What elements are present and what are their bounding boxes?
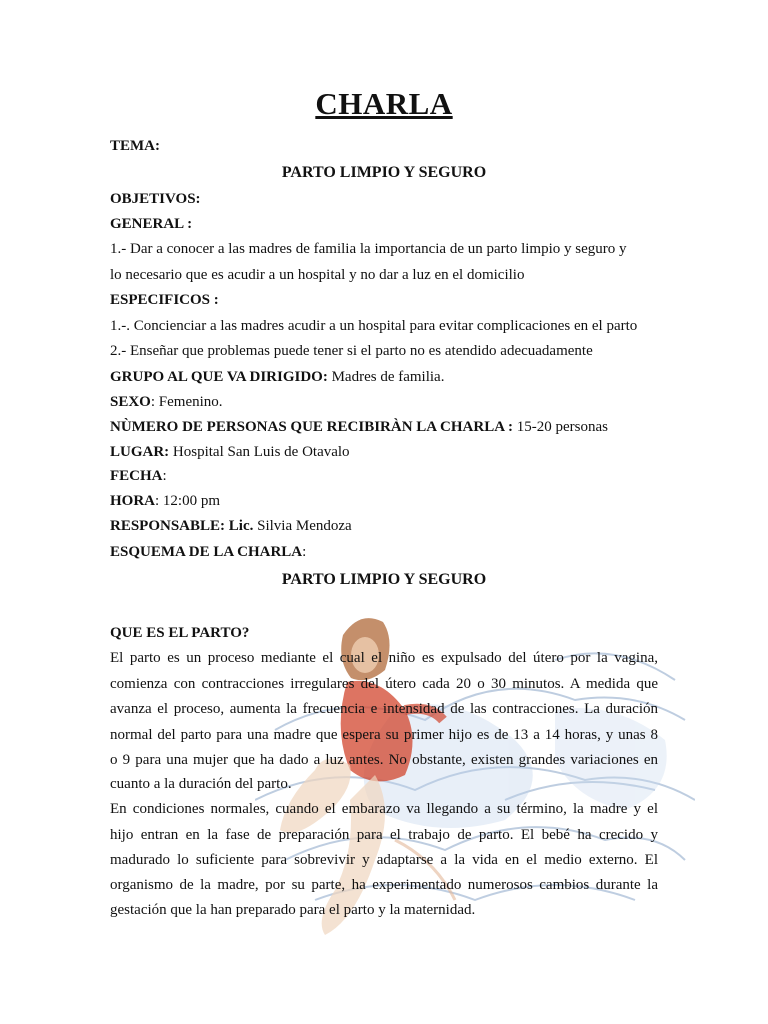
responsable-row	[110, 517, 352, 536]
fecha-row	[110, 467, 167, 486]
esquema-title: PARTO LIMPIO Y SEGURO	[281, 571, 487, 588]
que-es-label: QUE ES EL PARTO?	[110, 625, 250, 641]
fecha-label: FECHA	[110, 468, 163, 484]
general-line-1: 1.- Dar a conocer a las madres de familia la importancia de un parto limpio y seguro y	[110, 241, 627, 257]
sexo-label: SEXO	[110, 394, 151, 410]
esquema-row	[110, 543, 306, 562]
document-title: CHARLA	[315, 86, 453, 121]
paragraph1-line: avanza el proceso, aumenta la frecuencia e intensidad de las contracciones. La duración	[110, 701, 658, 717]
sexo-row	[110, 393, 223, 412]
numero-label: NÙMERO DE PERSONAS QUE RECIBIRÀN LA CHARLA :	[110, 419, 513, 435]
grupo-value: Madres de familia.	[327, 369, 445, 385]
sexo-value: : Femenino.	[150, 394, 223, 410]
paragraph1-line: normal del parto para una madre que espera su primer hijo es de 13 a 14 horas, y unas 8	[110, 727, 658, 743]
paragraph2-line: hijo entran en la fase de preparación para el trabajo de parto. El bebé ha crecido y	[110, 827, 658, 843]
general-label: GENERAL :	[110, 216, 193, 232]
paragraph1-line: cuanto a la duración del parto.	[110, 776, 292, 792]
responsable-label: RESPONSABLE: Lic.	[110, 518, 254, 534]
fecha-value: :	[162, 468, 167, 484]
hora-row	[110, 492, 220, 511]
especificos-line-1: 1.-. Concienciar a las madres acudir a un hospital para evitar complicaciones en el parto	[110, 318, 638, 334]
paragraph1-line: o 9 para una mujer que ha dado a luz antes. No obstante, existen grandes variaciones en	[110, 752, 658, 768]
paragraph1-line: El parto es un proceso mediante el cual el niño es expulsado del útero por la vagina,	[110, 650, 658, 666]
esquema-value: :	[302, 544, 307, 560]
tema-value: PARTO LIMPIO Y SEGURO	[281, 164, 487, 181]
objetivos-label: OBJETIVOS:	[110, 191, 201, 207]
general-line-2: lo necesario que es acudir a un hospital y no dar a luz en el domicilio	[110, 267, 525, 283]
hora-value: : 12:00 pm	[155, 493, 221, 509]
responsable-value: Silvia Mendoza	[253, 518, 352, 534]
hora-label: HORA	[110, 493, 155, 509]
paragraph1-line: comienza con contracciones irregulares del útero cada 20 o 30 minutos. A medida que	[110, 676, 658, 692]
grupo-label: GRUPO AL QUE VA DIRIGIDO:	[110, 369, 328, 385]
lugar-value: Hospital San Luis de Otavalo	[169, 444, 350, 460]
paragraph2-line: gestación que la han preparado para el parto y la maternidad.	[110, 902, 476, 918]
paragraph2-line: madurado lo suficiente para sobrevivir y adaptarse a la vida en el medio externo. El	[110, 852, 658, 868]
paragraph2-line: En condiciones normales, cuando el embarazo va llegando a su término, la madre y el	[110, 801, 658, 817]
tema-label: TEMA:	[110, 138, 160, 154]
paragraph2-line: organismo de la madre, por su parte, ha experimentado numerosos cambios durante la	[110, 877, 658, 893]
especificos-label: ESPECIFICOS :	[110, 292, 219, 308]
especificos-line-2: 2.- Enseñar que problemas puede tener si el parto no es atendido adecuadamente	[110, 343, 593, 359]
esquema-label: ESQUEMA DE LA CHARLA	[110, 544, 303, 560]
numero-value: 15-20 personas	[512, 419, 608, 435]
lugar-row	[110, 443, 350, 462]
lugar-label: LUGAR:	[110, 444, 170, 460]
numero-row	[110, 418, 608, 437]
grupo-row	[110, 368, 444, 387]
